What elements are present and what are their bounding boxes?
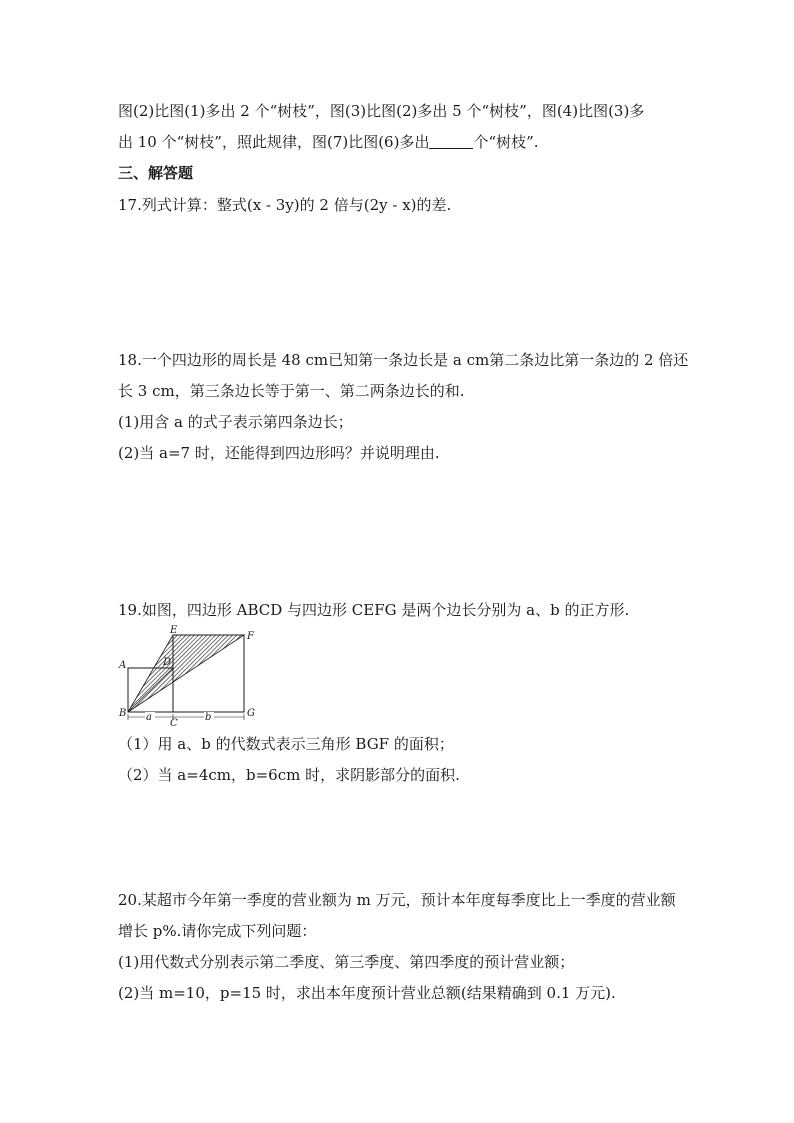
label-F: F — [247, 631, 254, 642]
squares-figure — [116, 624, 266, 730]
q20-line-1: 20.某超市今年第一季度的营业额为 m 万元，预计本年度每季度比上一季度的营业额 — [118, 891, 676, 909]
label-B: B — [119, 708, 127, 719]
q18-line-1: 18.一个四边形的周长是 48 cm已知第一条边长是 a cm第二条边比第一条边的 2 倍还 — [118, 351, 689, 369]
label-E: E — [170, 625, 178, 636]
q16-line-2-after: 个“树枝”. — [473, 133, 539, 151]
q20-part-2: (2)当 m=10，p=15 时，求出本年度预计营业总额(结果精确到 0.1 万元). — [118, 984, 616, 1002]
q19-stem: 19.如图，四边形 ABCD 与四边形 CEFG 是两个边长分别为 a、b 的正方形. — [118, 601, 630, 619]
q17-text: 17.列式计算：整式(x - 3y)的 2 倍与(2y - x)的差. — [118, 196, 452, 214]
label-b-segment: b — [205, 712, 212, 723]
label-a-segment: a — [146, 712, 152, 723]
q16-line-2 — [118, 132, 539, 152]
shaded-triangle — [128, 635, 244, 712]
label-G: G — [247, 708, 255, 719]
section-title: 三、解答题 — [118, 164, 194, 182]
q20-part-1: (1)用代数式分别表示第二季度、第三季度、第四季度的预计营业额； — [118, 953, 575, 971]
label-C: C — [170, 718, 178, 729]
q16-line-1: 图(2)比图(1)多出 2 个“树枝”，图(3)比图(2)多出 5 个“树枝”，图(4)比图(3)多 — [118, 102, 645, 120]
label-A: A — [119, 660, 127, 671]
q19-part-2: （2）当 a=4cm，b=6cm 时，求阴影部分的面积. — [118, 766, 460, 784]
q18-line-2: 长 3 cm，第三条边长等于第一、第二两条边长的和. — [118, 382, 465, 400]
q20-line-2: 增长 p%.请你完成下列问题： — [118, 922, 317, 940]
q18-part-2: (2)当 a=7 时，还能得到四边形吗？并说明理由. — [118, 444, 440, 462]
label-D: D — [163, 657, 172, 668]
q18-part-1: (1)用含 a 的式子表示第四条边长； — [118, 413, 353, 431]
answer-blank — [429, 134, 473, 149]
q19-part-1: （1）用 a、b 的代数式表示三角形 BGF 的面积； — [118, 735, 454, 753]
q16-line-2-before: 出 10 个“树枝”，照此规律，图(7)比图(6)多出 — [118, 133, 430, 151]
